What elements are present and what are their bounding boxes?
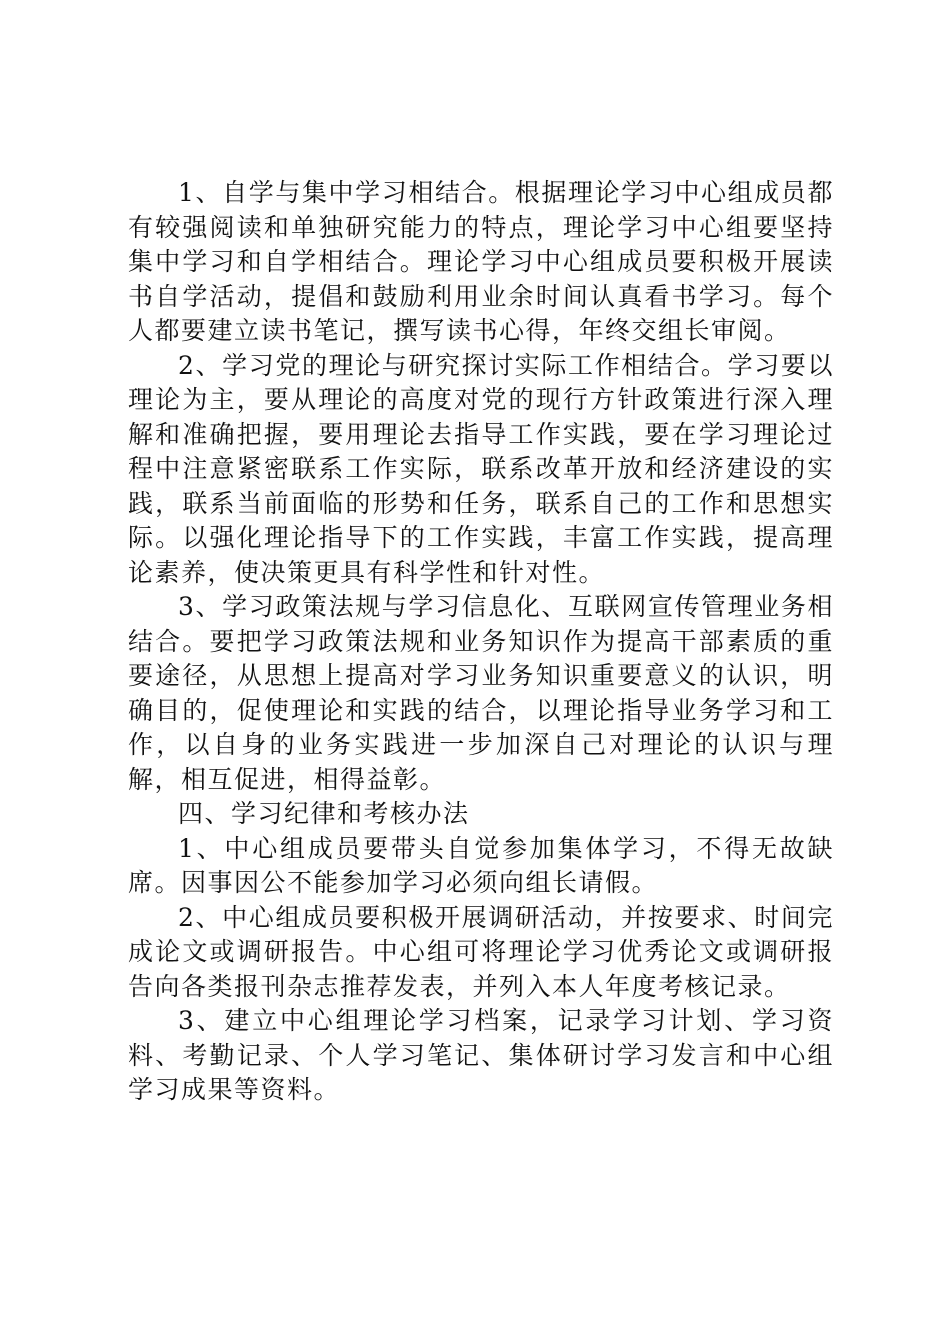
section-heading-discipline: 四、学习纪律和考核办法	[178, 799, 470, 828]
paragraph-archive: 3、建立中心组理论学习档案，记录学习计划、学习资料、考勤记录、个人学习笔记、集体研讨学习发言和中心组学习成果等资料。	[128, 1006, 834, 1104]
document-body	[128, 176, 834, 1108]
paragraph-theory-practice: 2、学习党的理论与研究探讨实际工作相结合。学习要以理论为主，要从理论的高度对党的现行方针政策进行深入理解和准确把握，要用理论去指导工作实践，要在学习理论过程中注意紧密联系工作实际，联系改革开放和经济建设的实践，联系当前面临的形势和任务，联系自己的工作和思想实际。以强化理论指导下的工作实践，丰富工作实践，提高理论素养，使决策更具有科学性和针对性。	[128, 350, 834, 587]
paragraph-policy-business: 3、学习政策法规与学习信息化、互联网宣传管理业务相结合。要把学习政策法规和业务知识作为提高干部素质的重要途径，从思想上提高对学习业务知识重要意义的认识，明确目的，促使理论和实践的结合，以理论指导业务学习和工作，以自身的业务实践进一步加深自己对理论的认识与理解，相互促进，相得益彰。	[128, 592, 834, 794]
paragraph-attendance: 1、中心组成员要带头自觉参加集体学习，不得无故缺席。因事因公不能参加学习必须向组长请假。	[128, 833, 834, 897]
paragraph-self-study: 1、自学与集中学习相结合。根据理论学习中心组成员都有较强阅读和单独研究能力的特点，理论学习中心组要坚持集中学习和自学相结合。理论学习中心组成员要积极开展读书自学活动，提倡和鼓励利用业余时间认真看书学习。每个人都要建立读书笔记，撰写读书心得，年终交组长审阅。	[128, 178, 834, 345]
paragraph-research: 2、中心组成员要积极开展调研活动，并按要求、时间完成论文或调研报告。中心组可将理论学习优秀论文或调研报告向各类报刊杂志推荐发表，并列入本人年度考核记录。	[128, 902, 834, 1001]
